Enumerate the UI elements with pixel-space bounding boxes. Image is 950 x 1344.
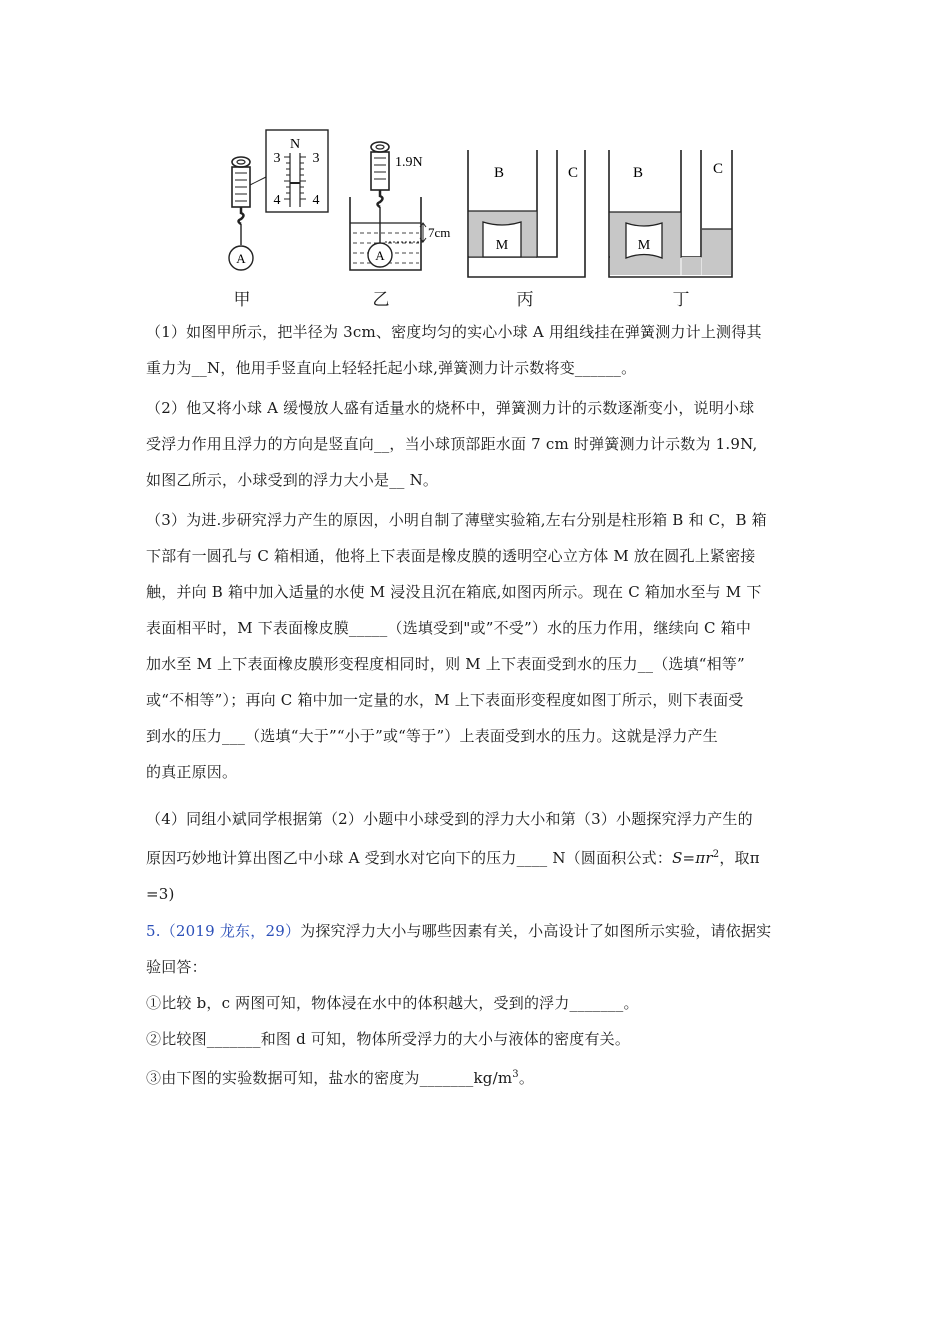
- question-4: [146, 805, 806, 908]
- question-3: [146, 506, 806, 786]
- scale-left-bottom-label: 4: [273, 193, 281, 208]
- q5-item-2: ②比较图_______和图 d 可知，物体所受浮力的大小与液体的密度有关。: [146, 1030, 631, 1048]
- q4-line-2b: ，取π: [719, 849, 760, 867]
- q3-line-7: 到水的压力___（选填“大于”“小于”或“等于”）上表面受到水的压力。这就是浮力产生: [146, 727, 718, 745]
- ball-label-yi: A: [375, 248, 385, 263]
- q5-intro: 为探究浮力大小与哪些因素有关，小高设计了如图所示实验，请依据实: [300, 922, 772, 940]
- q2-line-1: （2）他又将小球 A 缓慢放人盛有适量水的烧杯中，弹簧测力计的示数逐渐变小，说明小球: [146, 399, 755, 417]
- q3-line-2: 下部有一圆孔与 C 箱相通，他将上下表面是橡皮膜的透明空心立方体 M 放在圆孔上紧密接: [146, 547, 756, 565]
- q4-formula: S=πr: [672, 849, 713, 867]
- figure-jia: [220, 125, 340, 310]
- caption-bing: 丙: [516, 290, 534, 310]
- q4-line-2a: 原因巧妙地计算出图乙中小球 A 受到水对它向下的压力____ N（圆面积公式：: [146, 849, 673, 867]
- q3-line-6: 或“不相等”）；再向 C 箱中加一定量的水，M 上下表面形变程度如图丁所示，则下表面受: [146, 691, 744, 709]
- scale-unit-label: N: [289, 137, 301, 152]
- q4-line-2: [146, 841, 806, 872]
- ball-label-jia: A: [236, 251, 246, 266]
- figure-yi: [345, 125, 465, 310]
- box-c-label-ding: C: [713, 161, 724, 177]
- scale-right-bottom-label: 4: [312, 193, 320, 208]
- q2-line-3: 如图乙所示，小球受到的浮力大小是__ N。: [146, 471, 439, 489]
- q5-line-1: [146, 917, 806, 945]
- q3-line-4: 表面相平时，M 下表面橡皮膜_____（选填受到"或”不受”）水的压力作用，继续向 C 箱中: [146, 619, 752, 637]
- q5-source: 5.（2019 龙东，29）: [146, 922, 301, 940]
- box-diagram-ding: [606, 125, 740, 285]
- q3-line-5: 加水至 M 上下表面橡皮膜形变程度相同时，则 M 上下表面受到水的压力__（选填“相等”: [146, 655, 745, 673]
- box-b-label-ding: B: [633, 165, 644, 181]
- q5-item-3-exp: 3: [512, 1069, 519, 1080]
- box-c-label-bing: C: [568, 165, 579, 181]
- q4-line-1: （4）同组小斌同学根据第（2）小题中小球受到的浮力大小和第（3）小题探究浮力产生的: [146, 810, 753, 828]
- box-diagram-bing: [465, 125, 590, 285]
- box-b-label-bing: B: [494, 165, 505, 181]
- question-5: [146, 917, 806, 1092]
- q5-item-3b: 。: [518, 1069, 535, 1087]
- figure-bing: [465, 125, 590, 310]
- q3-line-8: 的真正原因。: [146, 763, 238, 781]
- cube-label-bing: M: [495, 238, 509, 253]
- beaker-diagram-yi: [345, 125, 465, 285]
- figure-row: [220, 125, 740, 310]
- q5-item-3: [146, 1061, 806, 1092]
- q5-item-3a: ③由下图的实验数据可知，盐水的密度为_______kg/m: [146, 1069, 513, 1087]
- caption-yi: 乙: [372, 290, 390, 310]
- figure-ding: [606, 125, 740, 310]
- q1-line-1: （1）如图甲所示，把半径为 3cm、密度均匀的实心小球 A 用组线挂在弹簧测力计上测得其: [146, 323, 762, 341]
- question-1: [146, 318, 806, 382]
- depth-label: 7cm: [428, 225, 451, 240]
- question-2: [146, 394, 806, 494]
- q4-formula-exp: 2: [712, 849, 720, 860]
- scale-right-top-label: 3: [312, 151, 320, 166]
- q5-item-1: ①比较 b，c 两图可知，物体浸在水中的体积越大，受到的浮力_______。: [146, 994, 639, 1012]
- caption-jia: 甲: [233, 290, 251, 310]
- q3-line-1: （3）为进.步研究浮力产生的原因，小明自制了薄壁实验箱,左右分别是柱形箱 B 和 C，B 箱: [146, 511, 767, 529]
- scale-left-top-label: 3: [273, 151, 281, 166]
- caption-ding: 丁: [672, 290, 690, 310]
- q1-line-2: 重力为__N，他用手竖直向上轻轻托起小球,弹簧测力计示数将变______。: [146, 359, 637, 377]
- scale-reading-label: 1.9N: [395, 155, 423, 170]
- spring-scale-diagram-jia: [220, 125, 340, 285]
- q4-line-3: =3): [146, 885, 175, 903]
- cube-label-ding: M: [637, 238, 651, 253]
- q5-line-2: 验回答：: [146, 958, 207, 976]
- q3-line-3: 触，并向 B 箱中加入适量的水使 M 浸没且沉在箱底,如图丙所示。现在 C 箱加水至与 M 下: [146, 583, 762, 601]
- q2-line-2: 受浮力作用且浮力的方向是竖直向__，当小球顶部距水面 7 cm 时弹簧测力计示数为 1.9N,: [146, 435, 758, 453]
